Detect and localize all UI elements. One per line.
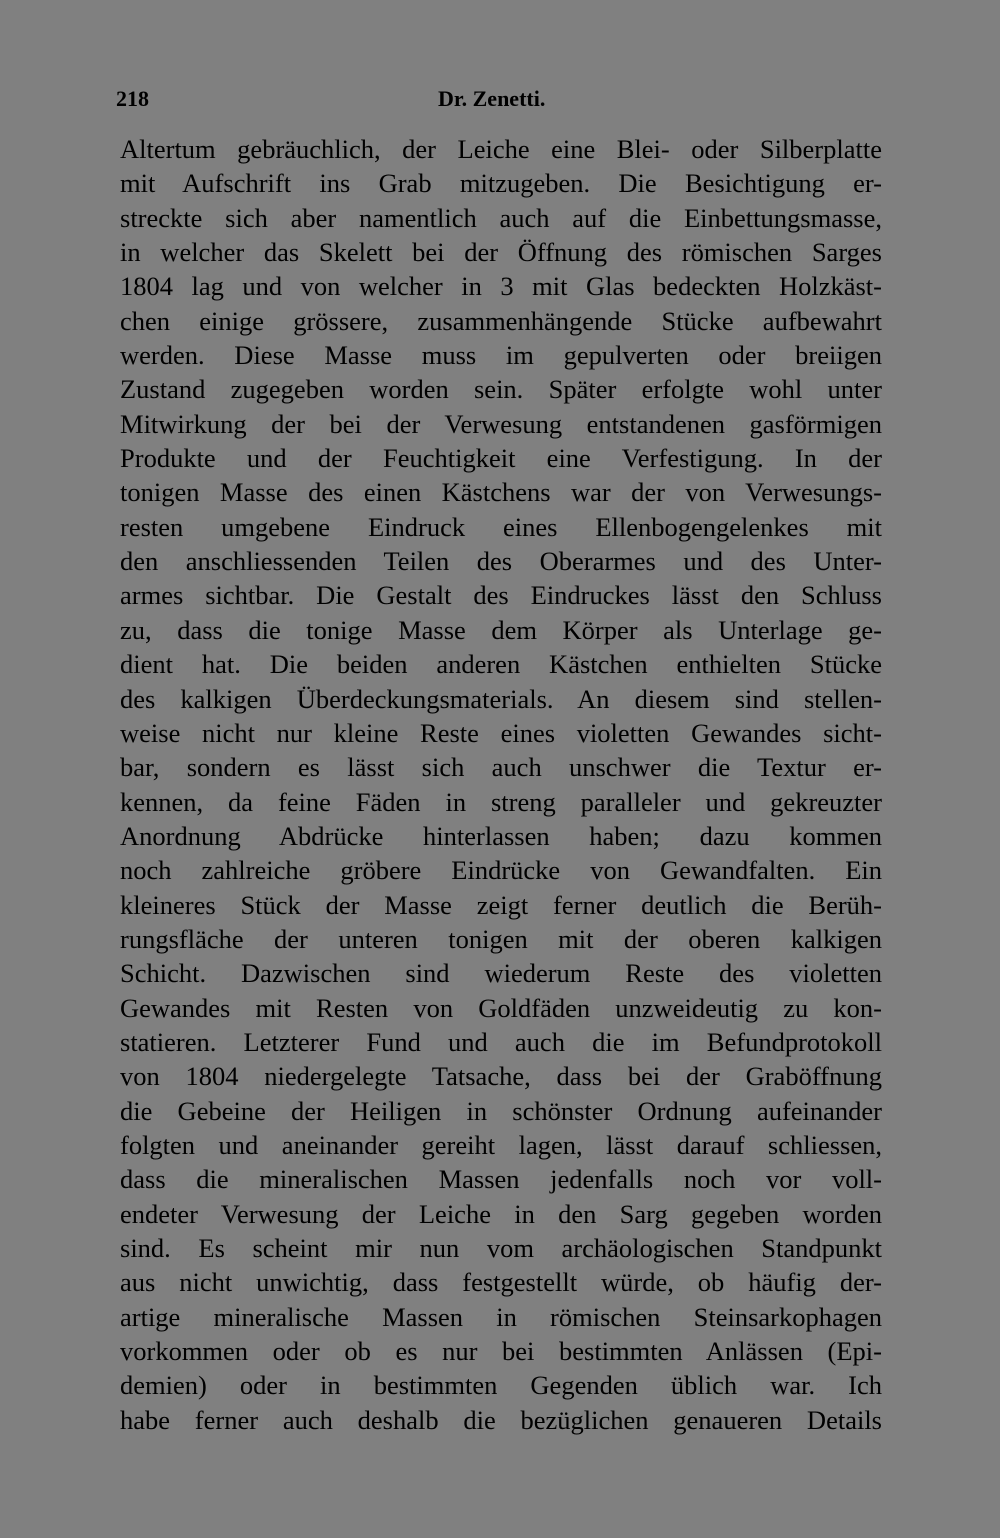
text-line: dient hat. Die beiden anderen Kästchen enthielten Stücke: [120, 649, 882, 680]
text-line: demien) oder in bestimmten Gegenden üblich war. Ich: [120, 1370, 882, 1401]
page-number: 218: [116, 86, 149, 111]
text-line: Altertum gebräuchlich, der Leiche eine Blei- oder Silberplatte: [120, 134, 882, 164]
text-line: kleineres Stück der Masse zeigt ferner deutlich die Berüh-: [120, 889, 882, 920]
text-line: tonigen Masse des einen Kästchens war der von Verwesungs-: [120, 477, 882, 508]
text-line: den anschliessenden Teilen des Oberarmes und des Unter-: [120, 546, 882, 577]
text-line: vorkommen oder ob es nur bei bestimmten Anlässen (Epi-: [120, 1336, 882, 1367]
text-line: 1804 lag und von welcher in 3 mit Glas bedeckten Holzkäst-: [120, 271, 882, 302]
text-line: kennen, da feine Fäden in streng paralleler und gekreuzter: [120, 786, 882, 817]
text-line: artige mineralische Massen in römischen Steinsarkophagen: [120, 1301, 882, 1332]
text-line: bar, sondern es lässt sich auch unschwer die Textur er-: [120, 752, 882, 783]
text-line: noch zahlreiche gröbere Eindrücke von Gewandfalten. Ein: [120, 855, 882, 886]
text-line: die Gebeine der Heiligen in schönster Ordnung aufeinander: [120, 1095, 882, 1126]
text-line: Zustand zugegeben worden sein. Später erfolgte wohl unter: [120, 374, 882, 405]
text-line: zu, dass die tonige Masse dem Körper als Unterlage ge-: [120, 614, 882, 645]
running-head: Dr. Zenetti.: [438, 86, 546, 111]
text-line: chen einige grössere, zusammenhängende Stücke aufbewahrt: [120, 305, 882, 336]
text-line: sind. Es scheint mir nun vom archäologischen Standpunkt: [120, 1233, 882, 1263]
text-line: mit Aufschrift ins Grab mitzugeben. Die Besichtigung er-: [120, 168, 882, 199]
text-line: des kalkigen Überdeckungsmaterials. An diesem sind stellen-: [120, 683, 882, 714]
text-line: armes sichtbar. Die Gestalt des Eindruckes lässt den Schluss: [120, 580, 882, 611]
text-line: folgten und aneinander gereiht lagen, lässt darauf schliessen,: [120, 1129, 882, 1160]
body-text: [120, 132, 882, 1437]
text-line: statieren. Letzterer Fund und auch die im Befundprotokoll: [120, 1026, 882, 1057]
text-line: streckte sich aber namentlich auch auf die Einbettungsmasse,: [120, 202, 882, 233]
text-line: weise nicht nur kleine Reste eines violetten Gewandes sicht-: [120, 717, 882, 748]
text-line: dass die mineralischen Massen jedenfalls noch vor voll-: [120, 1164, 882, 1195]
text-line: werden. Diese Masse muss im gepulverten oder breiigen: [120, 340, 882, 371]
text-line: in welcher das Skelett bei der Öffnung des römischen Sarges: [120, 237, 882, 268]
page-header: [116, 86, 881, 116]
text-line: rungsfläche der unteren tonigen mit der oberen kalkigen: [120, 923, 882, 954]
text-line: aus nicht unwichtig, dass festgestellt würde, ob häufig der-: [120, 1267, 882, 1298]
text-line: von 1804 niedergelegte Tatsache, dass bei der Graböffnung: [120, 1061, 882, 1092]
text-line: Gewandes mit Resten von Goldfäden unzweideutig zu kon-: [120, 992, 882, 1023]
text-line: habe ferner auch deshalb die bezüglichen genaueren Details: [120, 1404, 882, 1435]
text-line: Anordnung Abdrücke hinterlassen haben; dazu kommen: [120, 820, 882, 851]
text-line: endeter Verwesung der Leiche in den Sarg gegeben worden: [120, 1198, 882, 1229]
text-line: Mitwirkung der bei der Verwesung entstandenen gasförmigen: [120, 408, 882, 439]
text-line: Produkte und der Feuchtigkeit eine Verfestigung. In der: [120, 443, 882, 474]
text-line: Schicht. Dazwischen sind wiederum Reste des violetten: [120, 958, 882, 989]
text-line: resten umgebene Eindruck eines Ellenbogengelenkes mit: [120, 511, 882, 542]
